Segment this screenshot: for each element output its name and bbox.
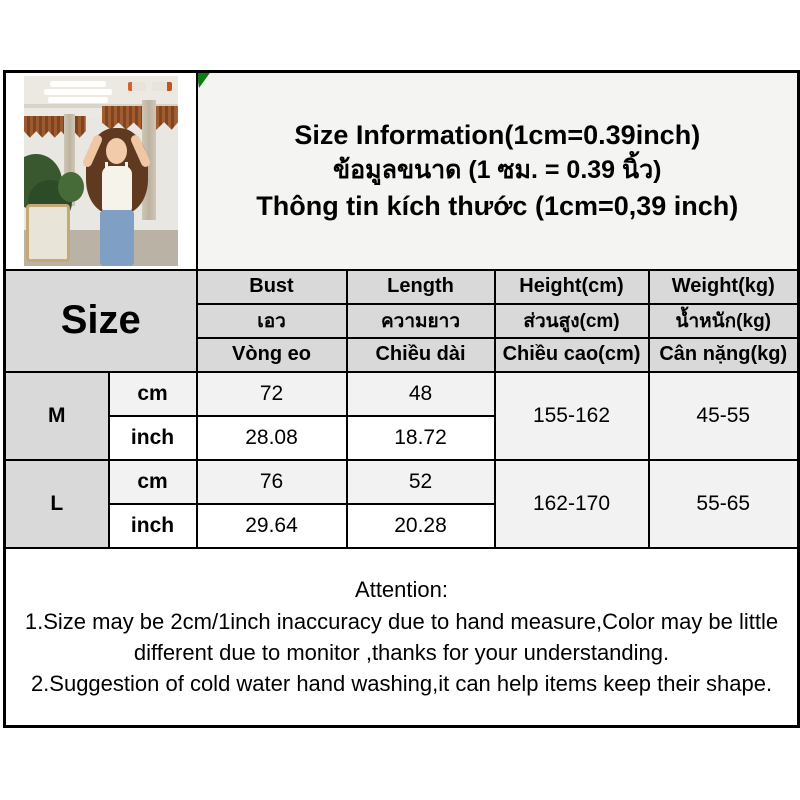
brand-logo-chip xyxy=(152,82,172,91)
l-length-cm: 52 xyxy=(347,460,495,504)
white-tank-top xyxy=(102,166,132,212)
attention-item: 1.Size may be 2cm/1inch inaccuracy due to hand measure,Color may be little different due to monitor ,thanks for your understanding. xyxy=(24,608,779,665)
m-bust-cm: 72 xyxy=(197,372,347,416)
header-length-vi: Chiều dài xyxy=(347,338,495,372)
attention-item: 2.Suggestion of cold water hand washing,it can help items keep their shape. xyxy=(30,670,773,696)
green-corner-marker-icon xyxy=(197,72,211,88)
photo-cell xyxy=(5,72,197,270)
header-weight-vi: Cân nặng(kg) xyxy=(649,338,799,372)
model-face xyxy=(106,138,127,164)
unit-cm-label: cm xyxy=(109,372,197,416)
header-bust-en: Bust xyxy=(197,270,347,304)
header-weight-th: น้ำหนัก(kg) xyxy=(649,304,799,338)
header-height-vi: Chiều cao(cm) xyxy=(495,338,649,372)
brand-logo-chip xyxy=(128,82,146,91)
watermark-text-chip xyxy=(44,89,112,95)
blue-jeans xyxy=(100,210,134,266)
unit-inch-label: inch xyxy=(109,416,197,460)
l-length-inch: 20.28 xyxy=(347,504,495,548)
title-english: Size Information(1cm=0.39inch) xyxy=(294,120,701,151)
l-height-range: 162-170 xyxy=(495,460,649,548)
l-bust-cm: 76 xyxy=(197,460,347,504)
thatch-roof-right xyxy=(102,106,178,130)
title-cell xyxy=(197,72,799,270)
unit-cm-label: cm xyxy=(109,460,197,504)
title-vietnamese: Thông tin kích thước (1cm=0,39 inch) xyxy=(256,190,739,221)
title-thai: ข้อมูลขนาด (1 ซม. = 0.39 นิ้ว) xyxy=(333,155,662,184)
palm-foliage xyxy=(58,172,84,202)
m-height-range: 155-162 xyxy=(495,372,649,460)
chair xyxy=(26,204,70,262)
attention-title: Attention: xyxy=(355,577,448,603)
header-length-en: Length xyxy=(347,270,495,304)
watermark-text-chip xyxy=(48,97,108,103)
m-weight-range: 45-55 xyxy=(649,372,799,460)
size-column-header: Size xyxy=(5,270,197,372)
m-length-cm: 48 xyxy=(347,372,495,416)
size-l-label: L xyxy=(5,460,109,548)
header-weight-en: Weight(kg) xyxy=(649,270,799,304)
size-chart-table xyxy=(3,70,800,728)
attention-section xyxy=(5,548,799,727)
header-height-th: ส่วนสูง(cm) xyxy=(495,304,649,338)
size-m-label: M xyxy=(5,372,109,460)
header-height-en: Height(cm) xyxy=(495,270,649,304)
thatch-roof-left xyxy=(24,116,86,138)
header-length-th: ความยาว xyxy=(347,304,495,338)
m-length-inch: 18.72 xyxy=(347,416,495,460)
header-bust-th: เอว xyxy=(197,304,347,338)
product-model-photo xyxy=(24,76,178,266)
m-bust-inch: 28.08 xyxy=(197,416,347,460)
watermark-text-chip xyxy=(50,81,106,87)
unit-inch-label: inch xyxy=(109,504,197,548)
l-bust-inch: 29.64 xyxy=(197,504,347,548)
l-weight-range: 55-65 xyxy=(649,460,799,548)
header-bust-vi: Vòng eo xyxy=(197,338,347,372)
